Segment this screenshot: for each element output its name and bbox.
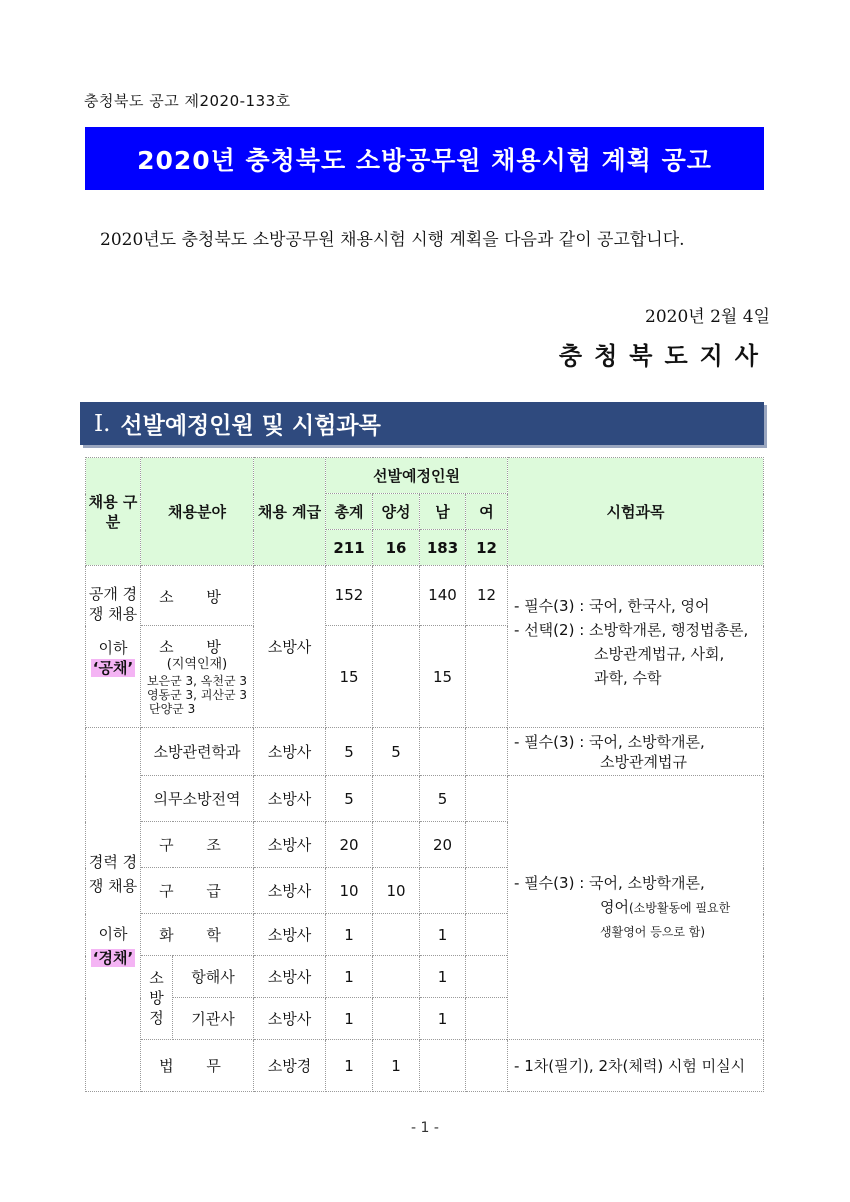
career-row5-neutral xyxy=(373,914,420,956)
career-row2-neutral xyxy=(373,776,420,822)
open-row1-total: 152 xyxy=(326,566,373,626)
field-emergency: 구 급 xyxy=(141,868,254,914)
header-type: 채용 구분 xyxy=(86,458,141,566)
career-row4-male xyxy=(420,868,466,914)
career-row1-neutral: 5 xyxy=(373,728,420,776)
document-title: 2020년 충청북도 소방공무원 채용시험 계획 공고 xyxy=(85,127,764,190)
header-subjects: 시험과목 xyxy=(508,458,764,566)
header-rank: 채용 계급 xyxy=(254,458,326,566)
open-abbr-prefix: 이하 xyxy=(98,639,128,657)
notice-date: 2020년 2월 4일 xyxy=(645,307,770,327)
section-title: 선발예정인원 및 시험과목 xyxy=(120,413,381,439)
career-row1-rank: 소방사 xyxy=(254,728,326,776)
table-row xyxy=(86,728,764,776)
career-row4-female xyxy=(466,868,508,914)
open-row1-neutral xyxy=(373,566,420,626)
open-row1-female: 12 xyxy=(466,566,508,626)
vessel-label: 소방정 xyxy=(149,968,164,1027)
notice-number: 충청북도 공고 제2020-133호 xyxy=(84,92,291,110)
career-row6-male: 1 xyxy=(420,956,466,998)
career-abbr-prefix: 이하 xyxy=(98,924,128,943)
career-row8-neutral: 1 xyxy=(373,1040,420,1092)
career-row3-male: 20 xyxy=(420,822,466,868)
career-row6-rank: 소방사 xyxy=(254,956,326,998)
field-legal: 법 무 xyxy=(141,1040,254,1092)
career-group-cell xyxy=(86,728,141,1092)
total-male: 183 xyxy=(420,530,466,566)
career-row6-total: 1 xyxy=(326,956,373,998)
field-fire: 소 방 xyxy=(141,566,254,626)
career-row1-total: 5 xyxy=(326,728,373,776)
table-row xyxy=(86,566,764,626)
open-row2-female xyxy=(466,626,508,728)
section-number: Ⅰ. xyxy=(94,410,111,437)
career-row5-female xyxy=(466,914,508,956)
career-row7-total: 1 xyxy=(326,998,373,1040)
career-row8-male xyxy=(420,1040,466,1092)
header-female: 여 xyxy=(466,494,508,530)
career-row2-male: 5 xyxy=(420,776,466,822)
field-rescue: 구 조 xyxy=(141,822,254,868)
career-subjects-b: - 필수(3) : 국어, 소방학개론, 영어(소방활동에 필요한 생활영어 등으로 함) xyxy=(508,776,764,1040)
field-fire-dept: 소방관련학과 xyxy=(141,728,254,776)
career-row7-rank: 소방사 xyxy=(254,998,326,1040)
career-row7-neutral xyxy=(373,998,420,1040)
career-row4-rank: 소방사 xyxy=(254,868,326,914)
header-male: 남 xyxy=(420,494,466,530)
career-row6-neutral xyxy=(373,956,420,998)
career-abbr: ‘경채’ xyxy=(92,948,134,967)
career-row2-female xyxy=(466,776,508,822)
career-row5-male: 1 xyxy=(420,914,466,956)
career-row1-male xyxy=(420,728,466,776)
career-row7-male: 1 xyxy=(420,998,466,1040)
career-subjects-a: - 필수(3) : 국어, 소방학개론, 소방관계법규 xyxy=(508,728,764,776)
career-row8-rank: 소방경 xyxy=(254,1040,326,1092)
field-engineer: 기관사 xyxy=(173,998,254,1040)
header-total: 총계 xyxy=(326,494,373,530)
field-navigator: 항해사 xyxy=(173,956,254,998)
career-row3-total: 20 xyxy=(326,822,373,868)
field-chemistry: 화 학 xyxy=(141,914,254,956)
career-row4-neutral: 10 xyxy=(373,868,420,914)
career-row3-neutral xyxy=(373,822,420,868)
total-female: 12 xyxy=(466,530,508,566)
issuer-name: 충청북도지사 xyxy=(558,341,770,370)
field-fire-regional: 소 방 (지역인재) 보은군 3, 옥천군 3 영동군 3, 괴산군 3 단양군 3 xyxy=(141,626,254,728)
career-row3-rank: 소방사 xyxy=(254,822,326,868)
career-row7-female xyxy=(466,998,508,1040)
intro-paragraph: 2020년도 충청북도 소방공무원 채용시험 시행 계획을 다음과 같이 공고합니다. xyxy=(100,230,685,250)
career-row2-total: 5 xyxy=(326,776,373,822)
header-field: 채용분야 xyxy=(141,458,254,566)
career-row8-female xyxy=(466,1040,508,1092)
open-row2-total: 15 xyxy=(326,626,373,728)
career-row2-rank: 소방사 xyxy=(254,776,326,822)
career-subjects-c: - 1차(필기), 2차(체력) 시험 미실시 xyxy=(508,1040,764,1092)
career-row5-rank: 소방사 xyxy=(254,914,326,956)
open-row2-neutral xyxy=(373,626,420,728)
career-row8-total: 1 xyxy=(326,1040,373,1092)
header-planned: 선발예정인원 xyxy=(326,458,508,494)
table-row xyxy=(86,776,764,822)
open-row1-male: 140 xyxy=(420,566,466,626)
open-abbr: ‘공채’ xyxy=(92,659,134,677)
total-all: 211 xyxy=(326,530,373,566)
table-row xyxy=(86,1040,764,1092)
open-row2-male: 15 xyxy=(420,626,466,728)
open-subjects: - 필수(3) : 국어, 한국사, 영어 - 선택(2) : 소방학개론, 행정법총론, 소방관계법규, 사회, 과학, 수학 xyxy=(508,566,764,728)
recruitment-table xyxy=(85,457,764,1092)
section-heading xyxy=(80,402,764,445)
field-conscript: 의무소방전역 xyxy=(141,776,254,822)
career-row1-female xyxy=(466,728,508,776)
career-row5-total: 1 xyxy=(326,914,373,956)
career-group-label: 경력 경쟁 채용 xyxy=(88,852,138,895)
career-row3-female xyxy=(466,822,508,868)
header-gender-neutral: 양성 xyxy=(373,494,420,530)
total-gender-neutral: 16 xyxy=(373,530,420,566)
open-group-label: 공개 경쟁 채용 xyxy=(88,585,138,623)
career-row6-female xyxy=(466,956,508,998)
page-number: - 1 - xyxy=(411,1120,439,1136)
open-group-cell xyxy=(86,566,141,728)
career-row4-total: 10 xyxy=(326,868,373,914)
vessel-label-cell xyxy=(141,956,173,1040)
open-rank: 소방사 xyxy=(254,566,326,728)
